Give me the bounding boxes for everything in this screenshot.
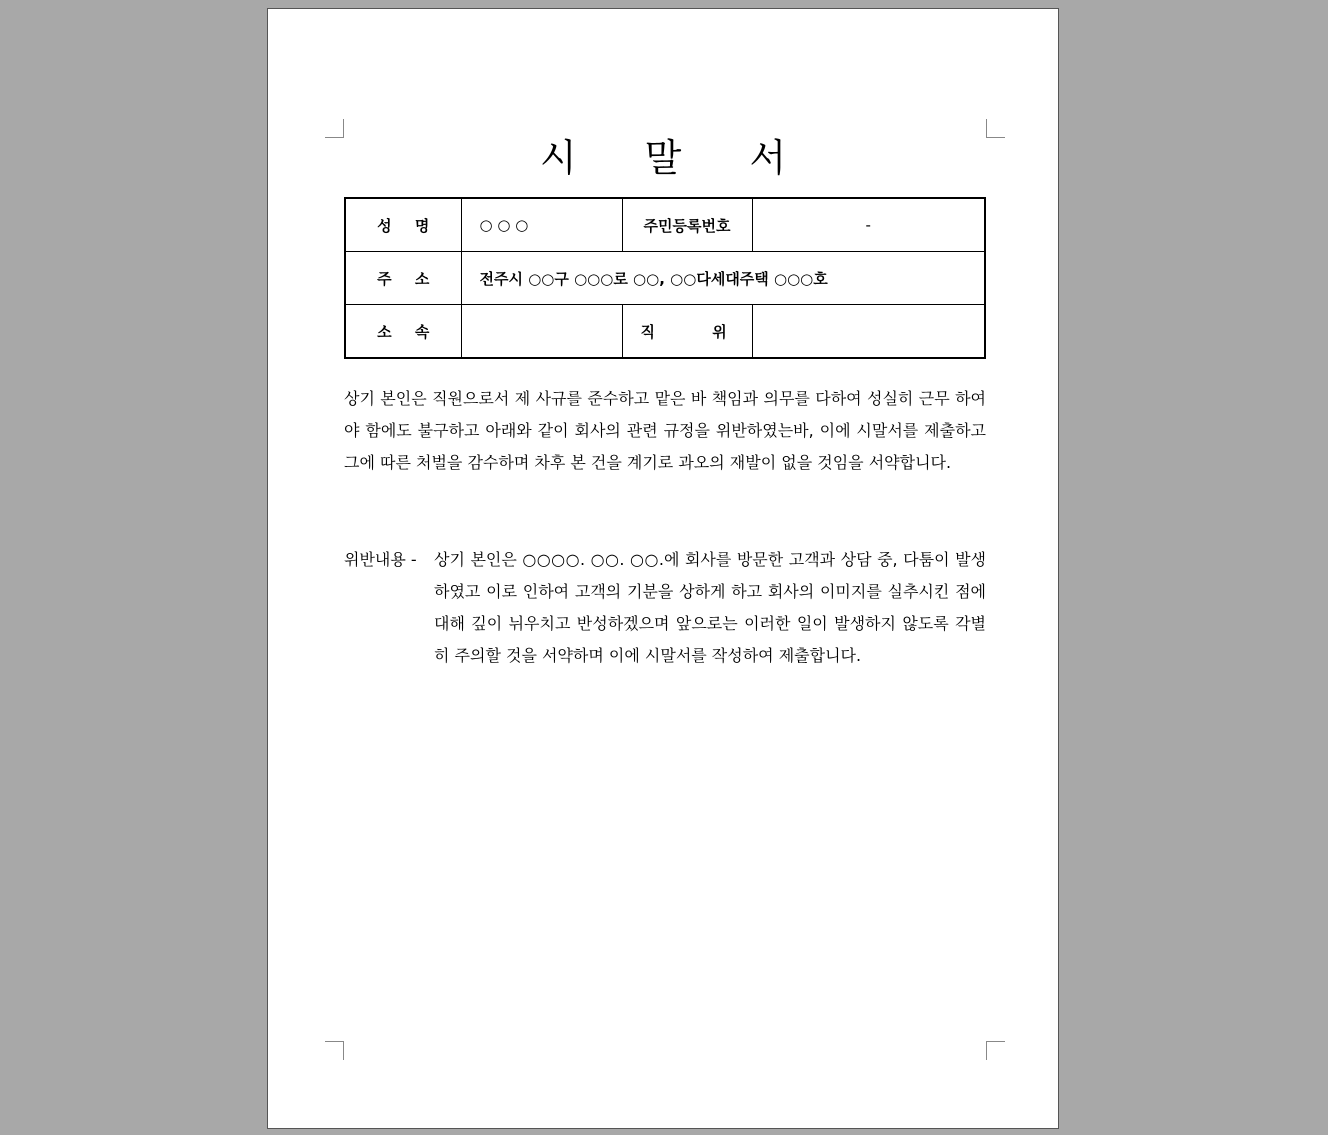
- address-label: 주 소: [345, 252, 461, 305]
- department-label: 소 속: [345, 305, 461, 359]
- document-title: 시 말 서: [539, 136, 789, 180]
- address-value[interactable]: 전주시 ○○구 ○○○로 ○○, ○○다세대주택 ○○○호: [461, 252, 985, 305]
- violation-section: [344, 544, 986, 672]
- position-label: 직 위: [622, 305, 752, 359]
- document-page: [267, 8, 1059, 1129]
- violation-text: 상기 본인은 ○○○○. ○○. ○○.에 회사를 방문한 고객과 상담 중, 다툼이 발생하였고 이로 인하여 고객의 기분을 상하게 하고 회사의 이미지를 실추시킨 점에 대해 깊이 뉘우치고 반성하겠으며 앞으로는 이러한 일이 발생하지 않도록 각별히 주의할 것을 서약하며 이에 시말서를 작성하여 제출합니다.: [434, 550, 986, 665]
- position-value[interactable]: [752, 305, 985, 359]
- department-value[interactable]: [461, 305, 622, 359]
- table-row: [345, 198, 985, 252]
- name-value[interactable]: ○ ○ ○: [461, 198, 622, 252]
- crop-mark-bottom-right: [986, 1041, 1005, 1060]
- crop-mark-bottom-left: [325, 1041, 344, 1060]
- table-row: [345, 252, 985, 305]
- id-number-label: 주민등록번호: [622, 198, 752, 252]
- name-label: 성 명: [345, 198, 461, 252]
- id-number-value[interactable]: -: [752, 198, 985, 252]
- table-row: [345, 305, 985, 359]
- violation-label: 위반내용 -: [344, 550, 417, 569]
- statement-paragraph: 상기 본인은 직원으로서 제 사규를 준수하고 맡은 바 책임과 의무를 다하여 성실히 근무 하여야 함에도 불구하고 아래와 같이 회사의 관련 규정을 위반하였는바, 이에 시말서를 제출하고 그에 따른 처벌을 감수하며 차후 본 건을 계기로 과오의 재발이 없을 것임을 서약합니다.: [344, 389, 986, 472]
- info-table: [344, 197, 986, 359]
